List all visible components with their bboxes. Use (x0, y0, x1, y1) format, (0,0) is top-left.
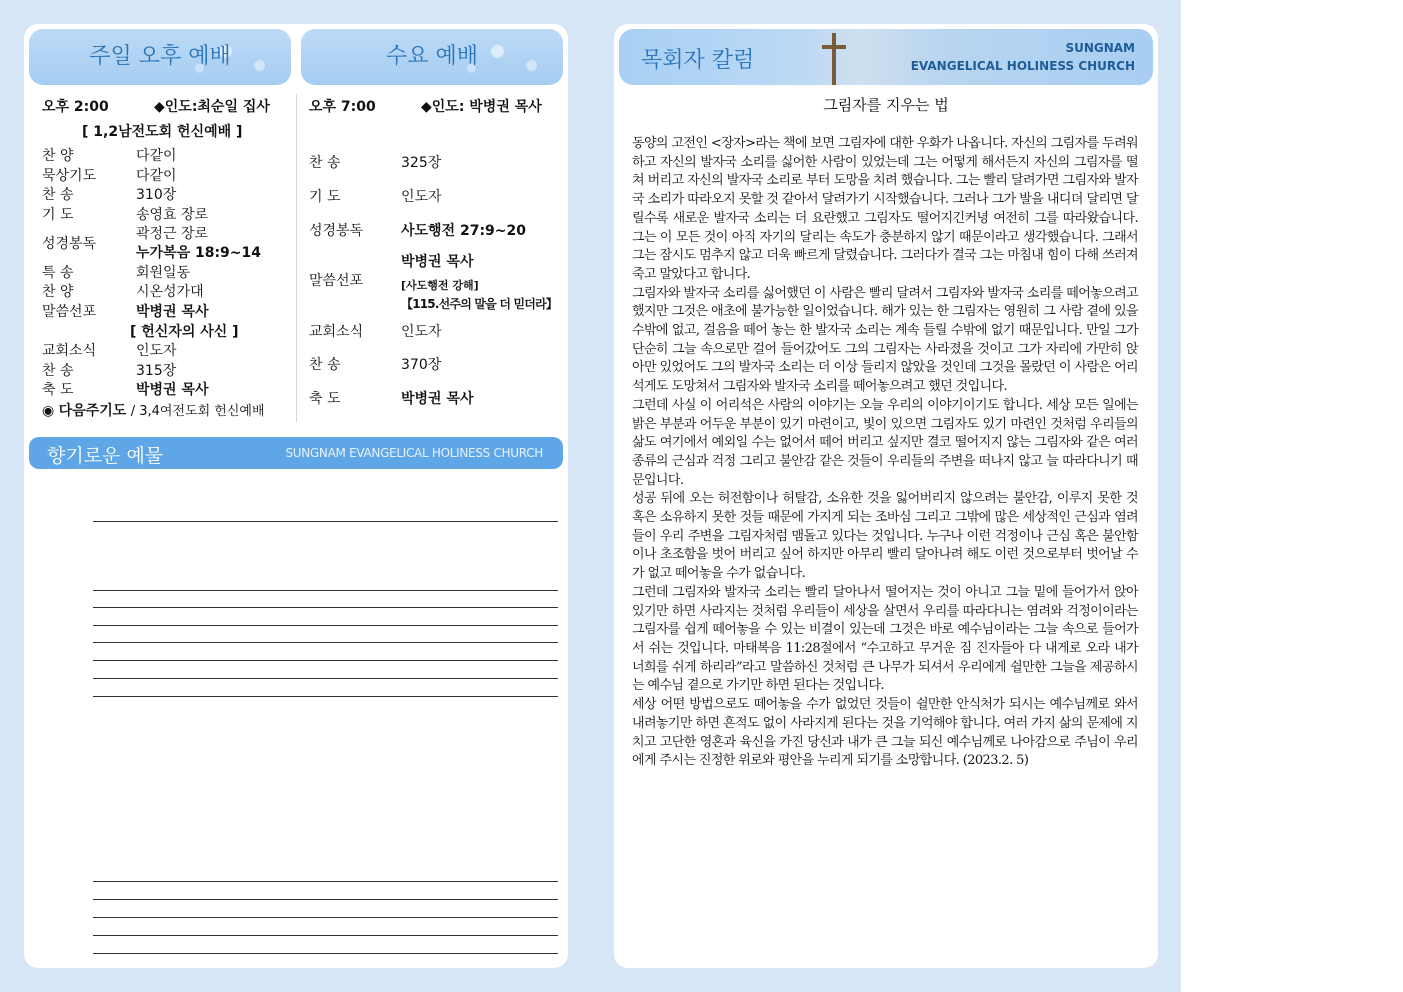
sunday-row-label: 말씀선포 (42, 304, 97, 320)
wednesday-row-label: 교회소식 (309, 324, 364, 340)
article-paragraph: 성공 뒤에 오는 허전함이나 허탈감, 소유한 것을 잃어버리지 않으려는 불안감, 이루지 못한 것 혹은 소유하지 못한 것들 때문에 가지게 되는 조바심 그리고 그밖에 많은 세상적인 근심과 염려들이 우리 주변을 그림자처럼 맴돌고 있다는 것입니다. 누구나 이런 걱정이나 근심 혹은 불안함이나 초조함을 벗어 버리고 싶어 하지만 아무리 빨리 달아나려 해도 이런 것으로부터 벗어날 수가 없고 떼어놓을 수가 없습니다. (632, 491, 1138, 582)
sunday-row-value: 시온성가대 (136, 284, 204, 300)
next-week-value: / 3,4여전도회 헌신예배 (130, 404, 265, 419)
sunday-row-value: 회원일동 (136, 265, 191, 281)
wednesday-row-label: 성경봉독 (309, 223, 364, 239)
wednesday-row-label: 기 도 (309, 189, 341, 205)
sunday-subtitle: [ 1,2남전도회 헌신예배 ] (82, 124, 243, 140)
offering-subtitle: SUNGNAM EVANGELICAL HOLINESS CHURCH (285, 446, 543, 460)
sunday-row-value: 곽정근 장로 (136, 226, 209, 242)
offering-title: 향기로운 예물 (47, 445, 164, 467)
cross-icon (819, 33, 849, 85)
sunday-preacher: 박병권 목사 (136, 304, 209, 320)
sunday-service-header: 주일 오후 예배 (29, 29, 291, 85)
wednesday-preacher: 박병권 목사 (401, 254, 474, 270)
sunday-sermon-title: [ 헌신자의 사신 ] (130, 324, 239, 340)
wednesday-row-label: 말씀선포 (309, 273, 364, 289)
sunday-row-label: 묵상기도 (42, 168, 97, 184)
sunday-benediction: 박병권 목사 (136, 382, 209, 398)
article-paragraph: 세상 어떤 방법으로도 떼어놓을 수가 없었던 것들이 쉴만한 안식처가 되시는 예수님께로 와서 내려놓기만 하면 흔적도 없이 사라지게 된다는 것을 기억해야 합니다. 여러 가지 삶의 문제에 지치고 고단한 영혼과 육신을 가진 당신과 내가 큰 그늘 되신 예수님께로 나아감으로 주님이 우리에게 주시는 진정한 위로와 평안을 누리게 되기를 소망합니다. (2023.2. 5) (632, 697, 1138, 769)
wednesday-row-value: 인도자 (401, 324, 442, 340)
wednesday-row-value: 325장 (401, 155, 442, 171)
sunday-scripture: 누가복음 18:9~14 (136, 245, 262, 261)
sunday-row-label: 찬 송 (42, 363, 74, 379)
sunday-time: 오후 2:00 (42, 99, 109, 115)
offering-line (93, 935, 558, 936)
article-paragraph: 그림자와 발자국 소리를 싫어했던 이 사람은 빨리 달려서 그림자와 발자국 소리를 떼어놓으려고 했지만 그것은 애초에 불가능한 일이었습니다. 해가 있는 한 그림자는 영원히 그 사람 곁에 있을 수밖에 없고, 걸음을 떼어 놓는 한 발자국 소리는 계속 들릴 수밖에 없기 때문입니다. 만일 그가 단순히 그늘 속으로만 걸어 들어갔어도 그의 그림자는 사라졌을 것이고 그가 자리에 가만히 앉아만 있었어도 그의 발자국 소리는 더 이상 들리지 않았을 것인데 그것을 몰랐던 이 사람은 어리석게도 도망쳐서 그림자와 발자국 소리를 떼어놓으려고 했던 것입니다. (632, 285, 1138, 395)
article-paragraph: 그런데 사실 이 어리석은 사람의 이야기는 오늘 우리의 이야기이기도 합니다. 세상 모든 일에는 밝은 부분과 어두운 부분이 있기 마련이고, 빛이 있으면 그림자도 있기 마련인 것처럼 우리들의 삶도 여기에서 예외일 수는 없어서 떼어 버리고 싶지만 결코 떨어지지 않는 그림자와 같은 여러 종류의 근심과 걱정 그리고 불안감 같은 것들이 우리들의 주변을 떠나지 않고 늘 따라다니기 때문입니다. (632, 397, 1138, 488)
sunday-row-label: 축 도 (42, 382, 74, 398)
offering-line (93, 696, 558, 697)
offering-line (93, 642, 558, 643)
wednesday-row-value: 370장 (401, 357, 442, 373)
offering-line (93, 881, 558, 882)
offering-line (93, 660, 558, 661)
offering-line (93, 953, 558, 954)
article-body (632, 135, 1138, 771)
bullet-circle-icon: ◉ (42, 403, 55, 419)
offering-line (93, 607, 558, 608)
offering-line (93, 899, 558, 900)
sunday-row-value: 송영효 장로 (136, 207, 209, 223)
wednesday-service-header: 수요 예배 (301, 29, 563, 85)
wednesday-leader: ◆인도: 박병권 목사 (421, 99, 542, 115)
wednesday-time: 오후 7:00 (309, 99, 376, 115)
church-name-line1: SUNGNAM (1065, 41, 1135, 55)
sunday-row-value: 310장 (136, 187, 177, 203)
offering-line (93, 590, 558, 591)
article-paragraph: 그런데 그림자와 발자국 소리는 빨리 달아나서 떨어지는 것이 아니고 그늘 밑에 들어가서 앉아 있기만 하면 사라지는 것처럼 우리들이 세상을 살면서 우리를 따라다니는 염려와 걱정이이라는 그림자를 쉽게 떼어놓을 수 있는 비결이 있는데 그것은 바로 예수님이라는 그늘 속으로 들어가서 쉬는 것입니다. 마태복음 11:28절에서 “수고하고 무거운 짐 진자들아 다 내게로 오라 내가 너희를 쉬게 하리라”라고 말씀하신 것처럼 큰 나무가 되셔서 우리에게 쉴만한 그늘을 제공하시는 예수님 곁으로 가기만 하면 된다는 것입니다. (632, 584, 1138, 694)
column-divider (296, 94, 297, 422)
sunday-row-value: 다같이 (136, 168, 177, 184)
offering-header (29, 437, 563, 469)
sunday-row-value: 인도자 (136, 343, 177, 359)
wednesday-row-value: 인도자 (401, 189, 442, 205)
next-week-label: 다음주기도 (58, 403, 127, 419)
pastor-column-panel (614, 24, 1158, 968)
offering-line (93, 678, 558, 679)
wednesday-benediction: 박병권 목사 (401, 391, 474, 407)
sunday-row-label: 기 도 (42, 207, 74, 223)
sunday-row-label: 특 송 (42, 265, 74, 281)
sunday-row-label: 찬 송 (42, 187, 74, 203)
sunday-row-value: 다같이 (136, 148, 177, 164)
column-title: 목회자 칼럼 (641, 48, 755, 73)
wednesday-series: [사도행전 강해] (401, 279, 479, 292)
sunday-row-label: 교회소식 (42, 343, 97, 359)
sunday-row-value: 315장 (136, 363, 177, 379)
next-week-prayer (42, 400, 265, 420)
church-name-line2: EVANGELICAL HOLINESS CHURCH (910, 59, 1135, 73)
article-title: 그림자를 지우는 법 (823, 96, 949, 114)
sunday-row-label: 찬 양 (42, 284, 74, 300)
sunday-row-label: 성경봉독 (42, 236, 97, 252)
offering-line (93, 521, 558, 522)
worship-order-panel (24, 24, 568, 968)
offering-line (93, 917, 558, 918)
sunday-leader: ◆인도:최순일 집사 (154, 99, 270, 115)
wednesday-row-label: 찬 송 (309, 155, 341, 171)
article-paragraph: 동양의 고전인 <장자>라는 책에 보면 그림자에 대한 우화가 나옵니다. 자신의 그림자를 두려워하고 자신의 발자국 소리를 싫어한 사람이 있었는데 그는 어떻게 해서든지 자신의 그림자를 떨쳐 버리고 자신의 발자국 소리로 부터 도망을 치려 했습니다. 그는 빨리 달려가면 그림자와 발자국 소리가 따라오지 못할 것 같아서 달려가기 시작했습니다. 그러나 그가 발을 내디뎌 달리면 달릴수록 새로운 발자국 소리는 더 요란했고 그림자도 떨어지긴커녕 여전히 그를 따라왔습니다. 그는 이 모든 것이 아직 자기의 달리는 속도가 충분하지 않기 때문이라고 생각했습니다. 그래서 그는 잠시도 멈추지 않고 더욱 빠르게 달렸습니다. 그러다가 결국 그는 마침내 힘이 다해 쓰러져 죽고 말았다고 합니다. (632, 136, 1138, 282)
wednesday-sermon-title: 【115.선주의 말을 더 믿더라】 (401, 297, 558, 311)
wednesday-scripture: 사도행전 27:9~20 (401, 223, 527, 239)
wednesday-row-label: 찬 송 (309, 357, 341, 373)
wednesday-row-label: 축 도 (309, 391, 341, 407)
pastor-column-header (619, 29, 1153, 85)
offering-line (93, 625, 558, 626)
sunday-row-label: 찬 양 (42, 148, 74, 164)
